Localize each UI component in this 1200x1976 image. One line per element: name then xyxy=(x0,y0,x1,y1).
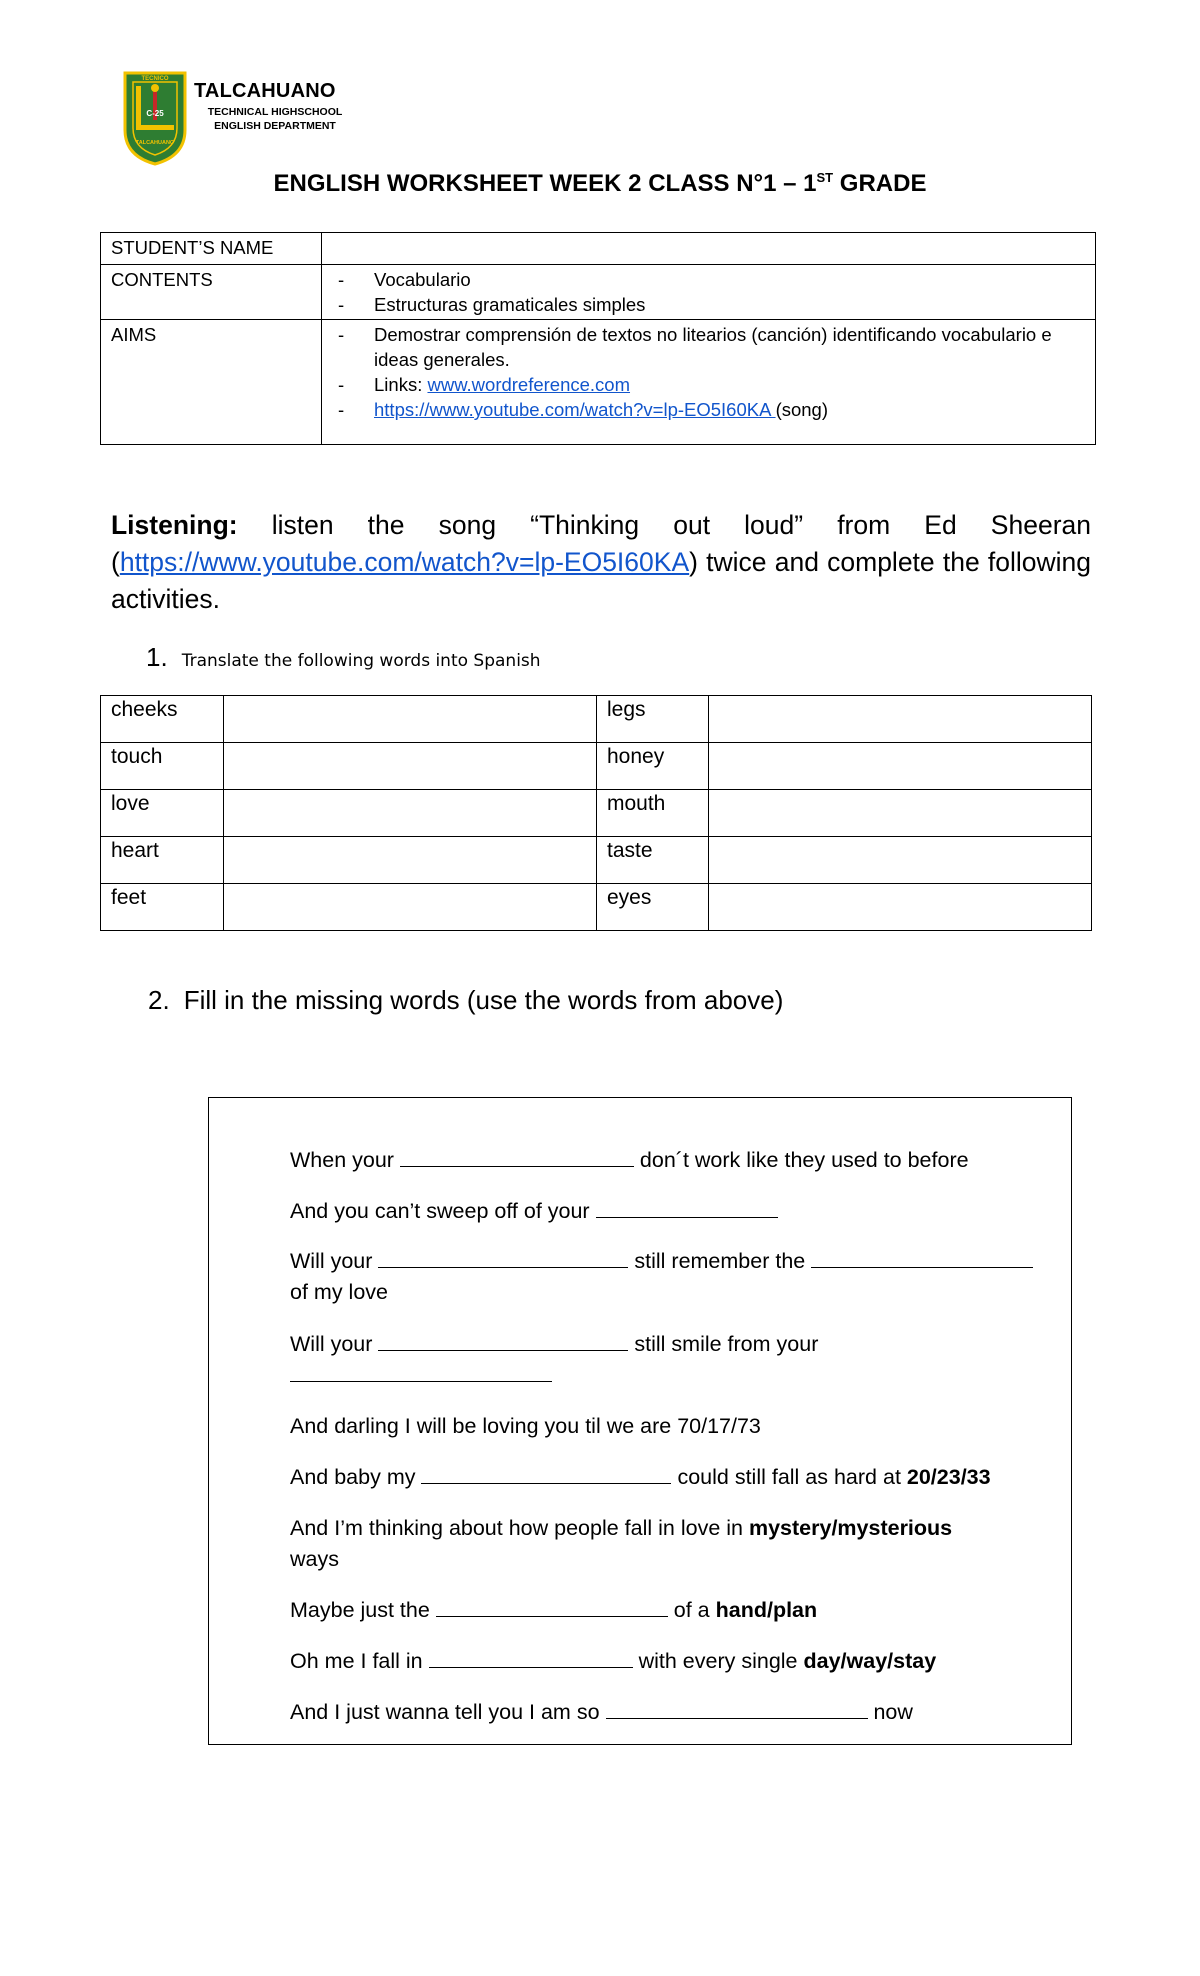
activity-1-number: 1. xyxy=(146,642,168,672)
lyric-line xyxy=(290,1360,1060,1391)
table-row xyxy=(101,743,1092,790)
song-suffix: (song) xyxy=(775,399,829,420)
lyric-line: And I’m thinking about how people fall in love in mystery/mysterious xyxy=(290,1516,953,1540)
lyrics-box xyxy=(208,1097,1072,1745)
lyric-line: Oh me I fall in with every single day/way/stay xyxy=(290,1649,937,1673)
title-main: ENGLISH WORKSHEET WEEK 2 CLASS N°1 – 1 xyxy=(273,170,817,197)
aims-links-item xyxy=(332,372,1085,397)
vocab-word: honey xyxy=(597,743,709,790)
lyric-line: Maybe just the of a hand/plan xyxy=(290,1598,818,1622)
activity-2-instruction: Fill in the missing words (use the words from above) xyxy=(183,985,784,1015)
lyric-line: When your don´t work like they used to before xyxy=(290,1148,969,1172)
student-name-label: STUDENT’S NAME xyxy=(101,233,322,265)
school-name: TALCAHUANO xyxy=(194,80,336,102)
blank-field[interactable] xyxy=(606,1698,868,1719)
lyric-line: And darling I will be loving you til we are 70/17/73 xyxy=(290,1414,761,1438)
vocab-word: taste xyxy=(597,837,709,884)
school-type: TECHNICAL HIGHSCHOOL xyxy=(207,106,343,118)
logo-text-mid: C-25 xyxy=(146,109,164,118)
wordreference-link[interactable]: www.wordreference.com xyxy=(427,374,631,395)
table-row xyxy=(101,884,1092,931)
lyric-line: And you can’t sweep off of your xyxy=(290,1196,1060,1227)
translation-field[interactable] xyxy=(224,837,597,884)
links-label: Links: xyxy=(374,374,428,395)
blank-field[interactable] xyxy=(429,1647,633,1668)
contents-label: CONTENTS xyxy=(101,265,322,320)
translation-field[interactable] xyxy=(709,884,1092,931)
translation-field[interactable] xyxy=(709,790,1092,837)
vocab-word: touch xyxy=(101,743,224,790)
blank-field[interactable] xyxy=(436,1596,668,1617)
title-superscript: ST xyxy=(816,170,834,185)
school-logo xyxy=(122,70,188,166)
activity-1-heading xyxy=(146,642,541,673)
translation-field[interactable] xyxy=(224,696,597,743)
logo-text-bottom: TALCAHUANO xyxy=(135,140,175,146)
listening-youtube-link[interactable]: https://www.youtube.com/watch?v=lp-EO5I60KA xyxy=(119,547,690,577)
vocab-word: cheeks xyxy=(101,696,224,743)
vocab-word: mouth xyxy=(597,790,709,837)
contents-item: - Vocabulario xyxy=(332,267,1085,292)
activity-1-instruction: Translate the following words into Spanish xyxy=(181,651,541,671)
translation-field[interactable] xyxy=(709,696,1092,743)
activity-2-number: 2. xyxy=(148,985,170,1015)
aims-cell xyxy=(322,320,1096,445)
title-suffix: GRADE xyxy=(833,170,927,197)
contents-cell xyxy=(322,265,1096,320)
listening-text-after: ) twice and complete the following activities. xyxy=(111,547,1091,614)
translation-field[interactable] xyxy=(224,790,597,837)
page-title xyxy=(0,170,1200,198)
aims-song-item xyxy=(332,397,1085,422)
lyric-line: Will your still remember the xyxy=(290,1246,1060,1277)
logo-text-top: TECNICO xyxy=(141,76,169,82)
activity-2-heading xyxy=(148,985,783,1016)
vocab-word: legs xyxy=(597,696,709,743)
department-name: ENGLISH DEPARTMENT xyxy=(214,120,336,132)
blank-field[interactable] xyxy=(378,1247,628,1268)
vocab-word: feet xyxy=(101,884,224,931)
lyric-line: Will your still smile from your xyxy=(290,1332,819,1356)
listening-instructions xyxy=(111,507,1091,618)
translation-field[interactable] xyxy=(709,837,1092,884)
vocab-word: heart xyxy=(101,837,224,884)
listening-label: Listening: xyxy=(111,510,238,540)
blank-field[interactable] xyxy=(421,1463,671,1484)
info-table xyxy=(100,232,1096,445)
blank-field[interactable] xyxy=(378,1330,628,1351)
blank-field[interactable] xyxy=(290,1361,552,1382)
contents-item: - Estructuras gramaticales simples xyxy=(332,292,1085,317)
translation-field[interactable] xyxy=(224,743,597,790)
translation-field[interactable] xyxy=(224,884,597,931)
listening-text-before: listen the song “Thinking out loud” from Ed Sheeran ( xyxy=(111,510,1091,577)
blank-field[interactable] xyxy=(596,1197,778,1218)
table-row xyxy=(101,696,1092,743)
lyric-line: of my love xyxy=(290,1280,388,1304)
lyric-line: ways xyxy=(290,1547,339,1571)
translation-field[interactable] xyxy=(709,743,1092,790)
vocabulary-table xyxy=(100,695,1092,931)
table-row xyxy=(101,837,1092,884)
youtube-song-link[interactable]: https://www.youtube.com/watch?v=lp-EO5I60KA xyxy=(374,399,776,420)
blank-field[interactable] xyxy=(811,1247,1033,1268)
blank-field[interactable] xyxy=(400,1146,634,1167)
table-row xyxy=(101,790,1092,837)
aims-label: AIMS xyxy=(101,320,322,445)
student-name-field[interactable] xyxy=(322,233,1096,265)
lyric-line: And I just wanna tell you I am so now xyxy=(290,1700,913,1724)
vocab-word: eyes xyxy=(597,884,709,931)
lyric-line: And baby my could still fall as hard at 20/23/33 xyxy=(290,1465,991,1489)
vocab-word: love xyxy=(101,790,224,837)
aims-item: - Demostrar comprensión de textos no litearios (canción) identificando vocabulario e ideas generales. xyxy=(332,322,1085,372)
